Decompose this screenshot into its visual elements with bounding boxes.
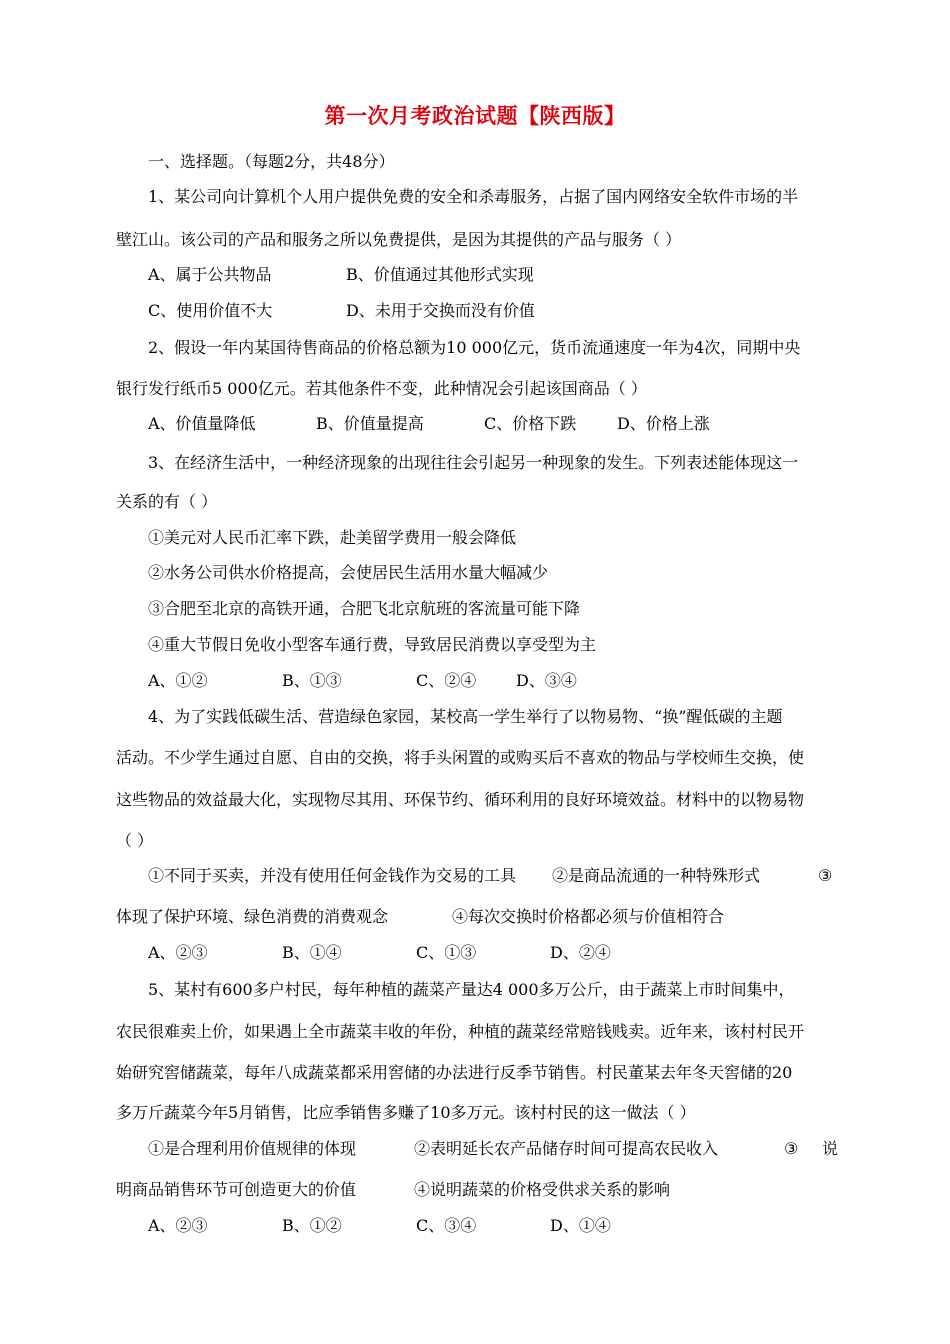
q5-option-c: C、③④ — [416, 1216, 477, 1235]
q3-statement-3: ③合肥至北京的高铁开通，合肥飞北京航班的客流量可能下降 — [148, 599, 581, 618]
q2-option-b: B、价值量提高 — [316, 414, 424, 433]
q5-option-a: A、②③ — [148, 1216, 208, 1235]
q4-option-c: C、①③ — [416, 943, 477, 962]
q2-option-a: A、价值量降低 — [148, 414, 256, 433]
q2-stem-line1: 2、假设一年内某国待售商品的价格总额为10 000亿元，货币流通速度一年为4次，同期中央 — [148, 338, 801, 357]
q4-stem-line1: 4、为了实践低碳生活、营造绿色家园，某校高一学生举行了以物易物、“换”醒低碳的主题 — [148, 707, 783, 726]
q3-statement-1: ①美元对人民币汇率下跌，赴美留学费用一般会降低 — [148, 528, 517, 547]
q5-statement-2: ②表明延长农产品储存时间可提高农民收入 — [414, 1139, 719, 1158]
q3-stem-line1: 3、在经济生活中，一种经济现象的出现往往会引起另一种现象的发生。下列表述能体现这一 — [148, 453, 799, 472]
q4-stem-line2: 活动。不少学生通过自愿、自由的交换，将手头闲置的或购买后不喜欢的物品与学校师生交换，使 — [116, 748, 805, 767]
q5-statement-3-start: 说 — [822, 1139, 839, 1158]
q4-option-b: B、①④ — [282, 943, 342, 962]
q4-stem-line3: 这些物品的效益最大化，实现物尽其用、环保节约、循环利用的良好环境效益。材料中的以物易物 — [116, 790, 805, 809]
q2-option-c: C、价格下跌 — [484, 414, 577, 433]
q2-stem-line2: 银行发行纸币5 000亿元。若其他条件不变，此种情况会引起该国商品（ ） — [116, 379, 647, 398]
q3-option-b: B、①③ — [282, 671, 342, 690]
q1-option-b: B、价值通过其他形式实现 — [346, 265, 534, 284]
q3-statement-2: ②水务公司供水价格提高，会使居民生活用水量大幅减少 — [148, 563, 549, 582]
q3-statement-4: ④重大节假日免收小型客车通行费，导致居民消费以享受型为主 — [148, 635, 597, 654]
q1-option-c: C、使用价值不大 — [148, 301, 273, 320]
q1-stem-line2: 壁江山。该公司的产品和服务之所以免费提供，是因为其提供的产品与服务（ ） — [116, 230, 682, 249]
q3-stem-line2: 关系的有（ ） — [116, 492, 218, 511]
q1-option-a: A、属于公共物品 — [148, 265, 272, 284]
q5-statement-1: ①是合理利用价值规律的体现 — [148, 1139, 357, 1158]
q5-statement-3: 明商品销售环节可创造更大的价值 — [116, 1180, 357, 1199]
q3-option-c: C、②④ — [416, 671, 477, 690]
q5-stem-line4: 多万斤蔬菜今年5月销售，比应季销售多赚了10多万元。该村村民的这一做法（ ） — [116, 1103, 696, 1122]
q1-stem-line1: 1、某公司向计算机个人用户提供免费的安全和杀毒服务，占据了国内网络安全软件市场的半 — [148, 187, 799, 206]
q3-option-d: D、③④ — [516, 671, 577, 690]
q5-statement-4: ④说明蔬菜的价格受供求关系的影响 — [414, 1180, 671, 1199]
q5-option-d: D、①④ — [550, 1216, 611, 1235]
q4-statement-4: ④每次交换时价格都必须与价值相符合 — [452, 907, 725, 926]
q5-stem-line3: 始研究窖储蔬菜，每年八成蔬菜都采用窖储的办法进行反季节销售。村民董某去年冬天窖储的20 — [116, 1063, 793, 1082]
q5-stem-line1: 5、某村有600多户村民，每年种植的蔬菜产量达4 000多万公斤，由于蔬菜上市时间集中， — [148, 980, 795, 999]
page-title: 第一次月考政治试题【陕西版】 — [324, 104, 626, 128]
q4-statement-1: ①不同于买卖，并没有使用任何金钱作为交易的工具 — [148, 866, 517, 885]
q4-statement-2: ②是商品流通的一种特殊形式 — [552, 866, 761, 885]
q1-option-d: D、未用于交换而没有价值 — [346, 301, 535, 320]
q4-option-d: D、②④ — [550, 943, 611, 962]
q5-stem-line2: 农民很难卖上价，如果遇上全市蔬菜丰收的年份，种植的蔬菜经常赔钱贱卖。近年来，该村村民开 — [116, 1022, 805, 1041]
q5-statement-3-marker: ③ — [784, 1139, 799, 1158]
q2-option-d: D、价格上涨 — [617, 414, 710, 433]
q5-option-b: B、①② — [282, 1216, 342, 1235]
q3-option-a: A、①② — [148, 671, 208, 690]
q4-statement-3: 体现了保护环境、绿色消费的消费观念 — [116, 907, 389, 926]
q4-statement-3-marker: ③ — [818, 866, 833, 885]
q4-stem-line4: （ ） — [116, 831, 154, 850]
q4-option-a: A、②③ — [148, 943, 208, 962]
section-heading: 一、选择题。（每题2分，共48分） — [148, 152, 395, 171]
